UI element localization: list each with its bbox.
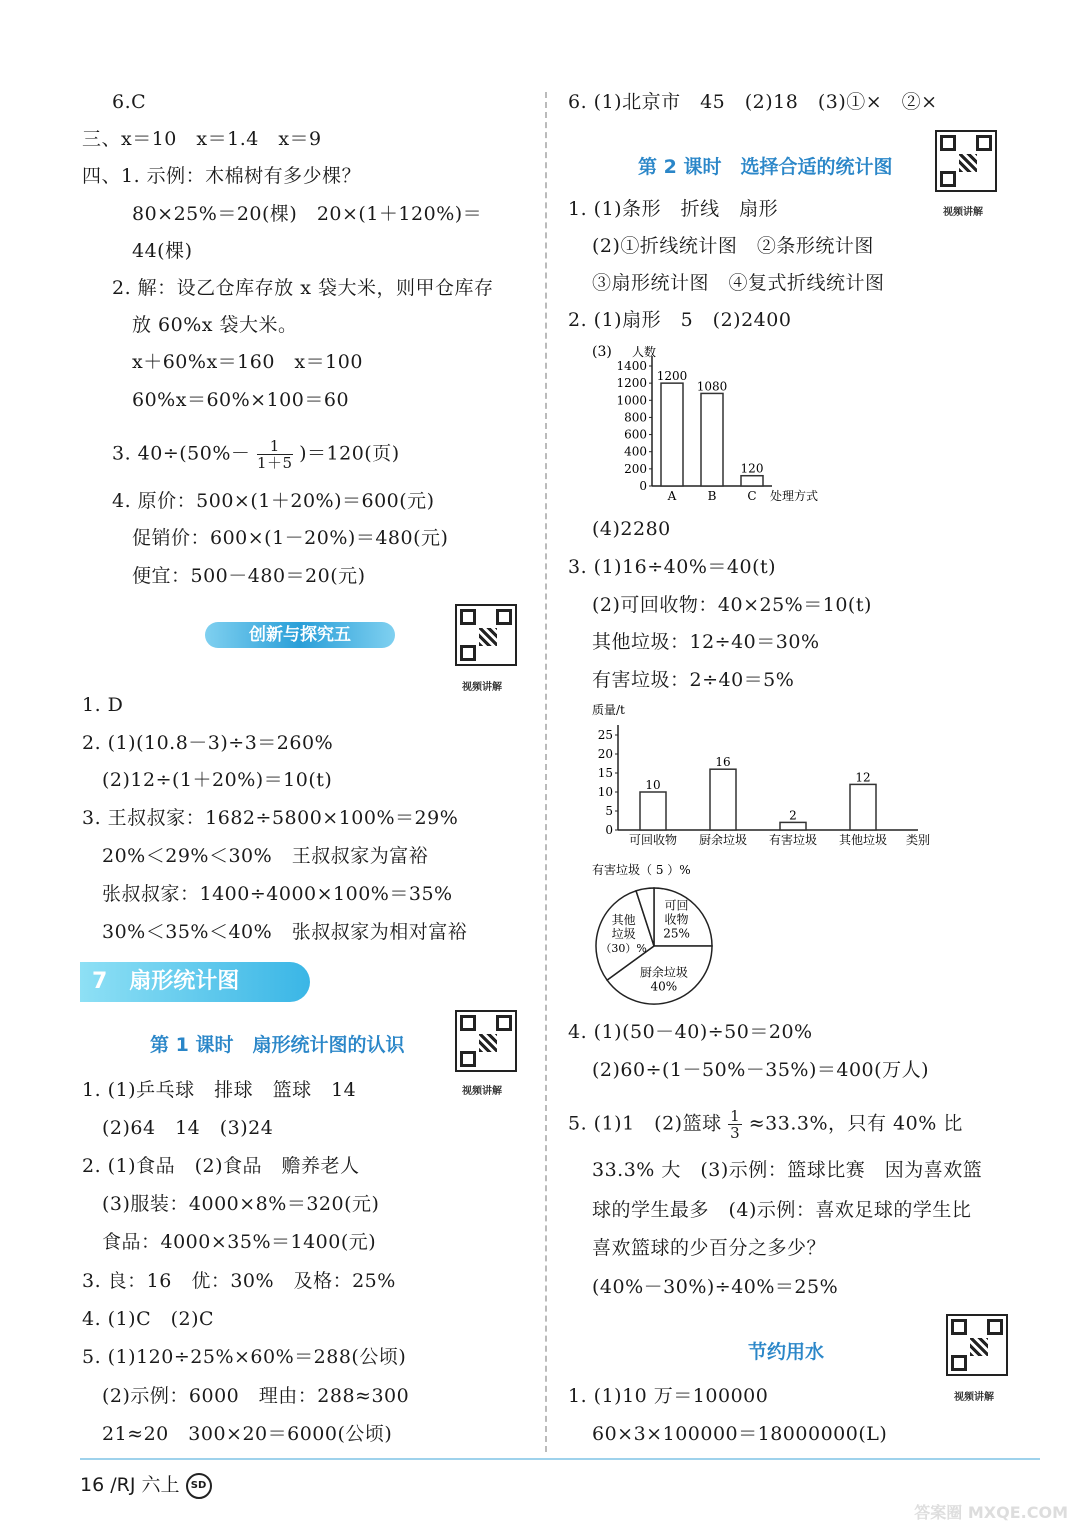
qr-caption: 视频讲解: [943, 207, 983, 218]
answer-4-4: 4. 原价：500×(1＋20%)＝600(元): [112, 490, 435, 512]
qr-caption: 视频讲解: [462, 682, 502, 693]
y-axis-label: 人数: [632, 345, 657, 359]
answer-2: 2. (1)(10.8－3)÷3＝260%: [82, 732, 334, 754]
answer-6: 6. (1)北京市 45 (2)18 (3)①× ②×: [568, 91, 938, 113]
answer-2: 2. (1)扇形 5 (2)2400: [568, 309, 792, 331]
text-line: (2)60÷(1－50%－35%)＝400(万人): [592, 1059, 929, 1081]
y-tick-label: 600: [624, 427, 647, 442]
text-line: 有害垃圾：2÷40＝5%: [592, 669, 795, 691]
lesson-2-title: 第 2 课时 选择合适的统计图: [638, 156, 893, 178]
x-axis-label: 处理方式: [770, 489, 819, 503]
bar: [850, 784, 876, 830]
bar: [701, 393, 723, 486]
text-line: 球的学生最多 (4)示例：喜欢足球的学生比: [592, 1199, 972, 1221]
text-line: 便宜：500－480＝20(元): [132, 565, 366, 587]
y-tick-label: 800: [624, 410, 647, 425]
bar: [640, 792, 666, 830]
x-tick-label: B: [707, 489, 717, 503]
answer-4-1: 四、1. 示例：木棉树有多少棵？: [82, 165, 362, 187]
pie-chart-garbage: [590, 860, 730, 1008]
y-tick-label: 10: [597, 785, 613, 799]
text-line: (40%－30%)÷40%＝25%: [592, 1276, 839, 1298]
answer-5: 5. (1)120÷25%×60%＝288(公顷): [82, 1346, 407, 1368]
bar-chart-garbage: [590, 700, 950, 860]
x-axis-label: 类别: [906, 833, 931, 847]
answer-3-equations: 三、x＝10 x＝1.4 x＝9: [82, 128, 322, 150]
pie-value: （30）%: [600, 942, 647, 956]
fraction: $\frac{1}{1+5}$: [256, 437, 293, 472]
answer-2: 2. (1)食品 (2)食品 赡养老人: [82, 1155, 360, 1177]
y-tick-label: 0: [639, 479, 647, 493]
section-banner: 创新与探究五: [205, 622, 395, 648]
text-line: 20%＜29%＜30% 王叔叔家为富裕: [102, 845, 429, 867]
y-tick-label: 1200: [616, 376, 647, 391]
qr-code-icon[interactable]: [946, 1314, 1008, 1376]
qr-code-icon[interactable]: [455, 604, 517, 666]
data-label: 2: [789, 808, 797, 823]
text-line: (2)可回收物：40×25%＝10(t): [592, 594, 872, 616]
text-line: 60%x＝60%×100＝60: [132, 389, 350, 411]
y-tick-label: 400: [624, 444, 647, 459]
answer-4: 4. (1)(50－40)÷50＝20%: [568, 1021, 813, 1043]
text-line: 80×25%＝20(棵) 20×(1＋120%)＝: [132, 203, 483, 225]
text-line: ③扇形统计图 ④复式折线统计图: [592, 272, 885, 294]
qr-code-icon[interactable]: [455, 1010, 517, 1072]
pie-value: 40%: [650, 979, 678, 994]
text-line: (2)①折线统计图 ②条形统计图: [592, 235, 874, 257]
x-tick-label: A: [667, 489, 677, 503]
text-line: (2)64 14 (3)24: [102, 1117, 274, 1139]
bar-chart-people: [590, 342, 850, 510]
bar: [780, 822, 806, 830]
text-line: (2)示例：6000 理由：288≈300: [102, 1385, 410, 1407]
pie-value: 25%: [663, 926, 690, 941]
page-label: 16 /RJ 六上: [80, 1474, 180, 1496]
answer-5: 5. (1)1 (2)篮球 $\frac{1}{3} \approx 33.3\%$，只有 40% 比: [568, 1107, 963, 1142]
watermark: 答案圈 MXQE.COM: [914, 1503, 1068, 1522]
x-tick-label: 可回收物: [628, 833, 678, 847]
text-line: 33.3% 大 (3)示例：篮球比赛 因为喜欢篮: [592, 1159, 983, 1181]
pie-label: 收物: [664, 912, 689, 927]
answer-4: 4. (1)C (2)C: [82, 1308, 215, 1330]
text-line: (4)2280: [592, 518, 671, 540]
pie-label: 厨余垃圾: [639, 965, 688, 980]
x-tick-label: 厨余垃圾: [698, 833, 748, 847]
text-line: 60×3×100000＝18000000(L): [592, 1423, 888, 1445]
text-line: 促销价：600×(1－20%)＝480(元): [132, 527, 449, 549]
bar: [741, 476, 763, 486]
x-tick-label: C: [747, 489, 757, 503]
data-label: 12: [855, 770, 871, 785]
answer-1: 1. (1)乒乓球 排球 篮球 14: [82, 1079, 357, 1101]
y-axis-label: 质量/t: [592, 703, 625, 717]
qr-caption: 视频讲解: [462, 1086, 502, 1097]
publisher-badge-icon: SD: [186, 1473, 212, 1499]
data-label: 10: [645, 778, 661, 792]
text-line: 食品：4000×35%＝1400(元): [102, 1231, 377, 1253]
footer-rule: [80, 1458, 1040, 1460]
data-label: 120: [740, 461, 764, 476]
x-tick-label: 有害垃圾: [768, 833, 818, 847]
bar: [661, 383, 683, 486]
answer-4-3: 3. 40÷(50%－ $\frac{1}{1+5} )=120$(页): [112, 437, 400, 472]
text-line: 张叔叔家：1400÷4000×100%＝35%: [102, 883, 453, 905]
qr-caption: 视频讲解: [954, 1392, 994, 1403]
y-tick-label: 25: [597, 728, 613, 742]
answer-1: 1. (1)10 万＝100000: [568, 1385, 769, 1407]
text-line: 44(棵): [132, 240, 193, 262]
answer-1: 1. (1)条形 折线 扇形: [568, 198, 779, 220]
chart-label: (3): [592, 344, 612, 360]
lesson-1-title: 第 1 课时 扇形统计图的认识: [150, 1034, 405, 1056]
qr-code-icon[interactable]: [935, 130, 997, 192]
y-tick-label: 5: [605, 804, 613, 818]
column-divider: [545, 92, 547, 1452]
bar: [710, 769, 736, 830]
text-line: 放 60%x 袋大米。: [132, 314, 298, 336]
pie-label: 有害垃圾（ 5 ）%: [592, 863, 691, 877]
y-tick-label: 1400: [616, 359, 647, 373]
footer: [80, 1470, 212, 1499]
answer-3: 3. 王叔叔家：1682÷5800×100%＝29%: [82, 807, 459, 829]
data-label: 1200: [656, 369, 688, 384]
chapter-banner: 7 扇形统计图: [80, 962, 310, 1002]
y-tick-label: 15: [597, 766, 613, 780]
y-tick-label: 20: [597, 747, 613, 761]
text-line: 喜欢篮球的少百分之多少？: [592, 1237, 827, 1259]
answer-3: 3. (1)16÷40%＝40(t): [568, 556, 777, 578]
data-label: 16: [715, 755, 731, 770]
answer-4-2: 2. 解：设乙仓库存放 x 袋大米，则甲仓库存: [112, 277, 494, 299]
section-title: 节约用水: [748, 1341, 825, 1363]
fraction: $\frac{1}{3}$: [730, 1107, 741, 1142]
y-tick-label: 200: [624, 461, 647, 476]
text-line: 30%＜35%＜40% 张叔叔家为相对富裕: [102, 921, 468, 943]
y-tick-label: 1000: [616, 393, 647, 408]
pie-label: 可回: [664, 898, 689, 913]
text-line: x＋60%x＝160 x＝100: [132, 351, 363, 373]
text-line: 21≈20 300×20＝6000(公顷): [102, 1423, 393, 1445]
answer-1: 1. D: [82, 694, 124, 716]
y-tick-label: 0: [605, 823, 613, 837]
text-line: 其他垃圾：12÷40＝30%: [592, 631, 820, 653]
answer-3: 3. 良：16 优：30% 及格：25%: [82, 1270, 396, 1292]
data-label: 1080: [696, 379, 728, 394]
x-tick-label: 其他垃圾: [838, 833, 888, 847]
answer-6: 6.C: [112, 91, 147, 113]
text-line: (3)服装：4000×8%＝320(元): [102, 1193, 380, 1215]
pie-label: 其他: [611, 913, 636, 928]
pie-label: 垃圾: [611, 927, 636, 942]
text-line: (2)12÷(1＋20%)＝10(t): [102, 769, 333, 791]
